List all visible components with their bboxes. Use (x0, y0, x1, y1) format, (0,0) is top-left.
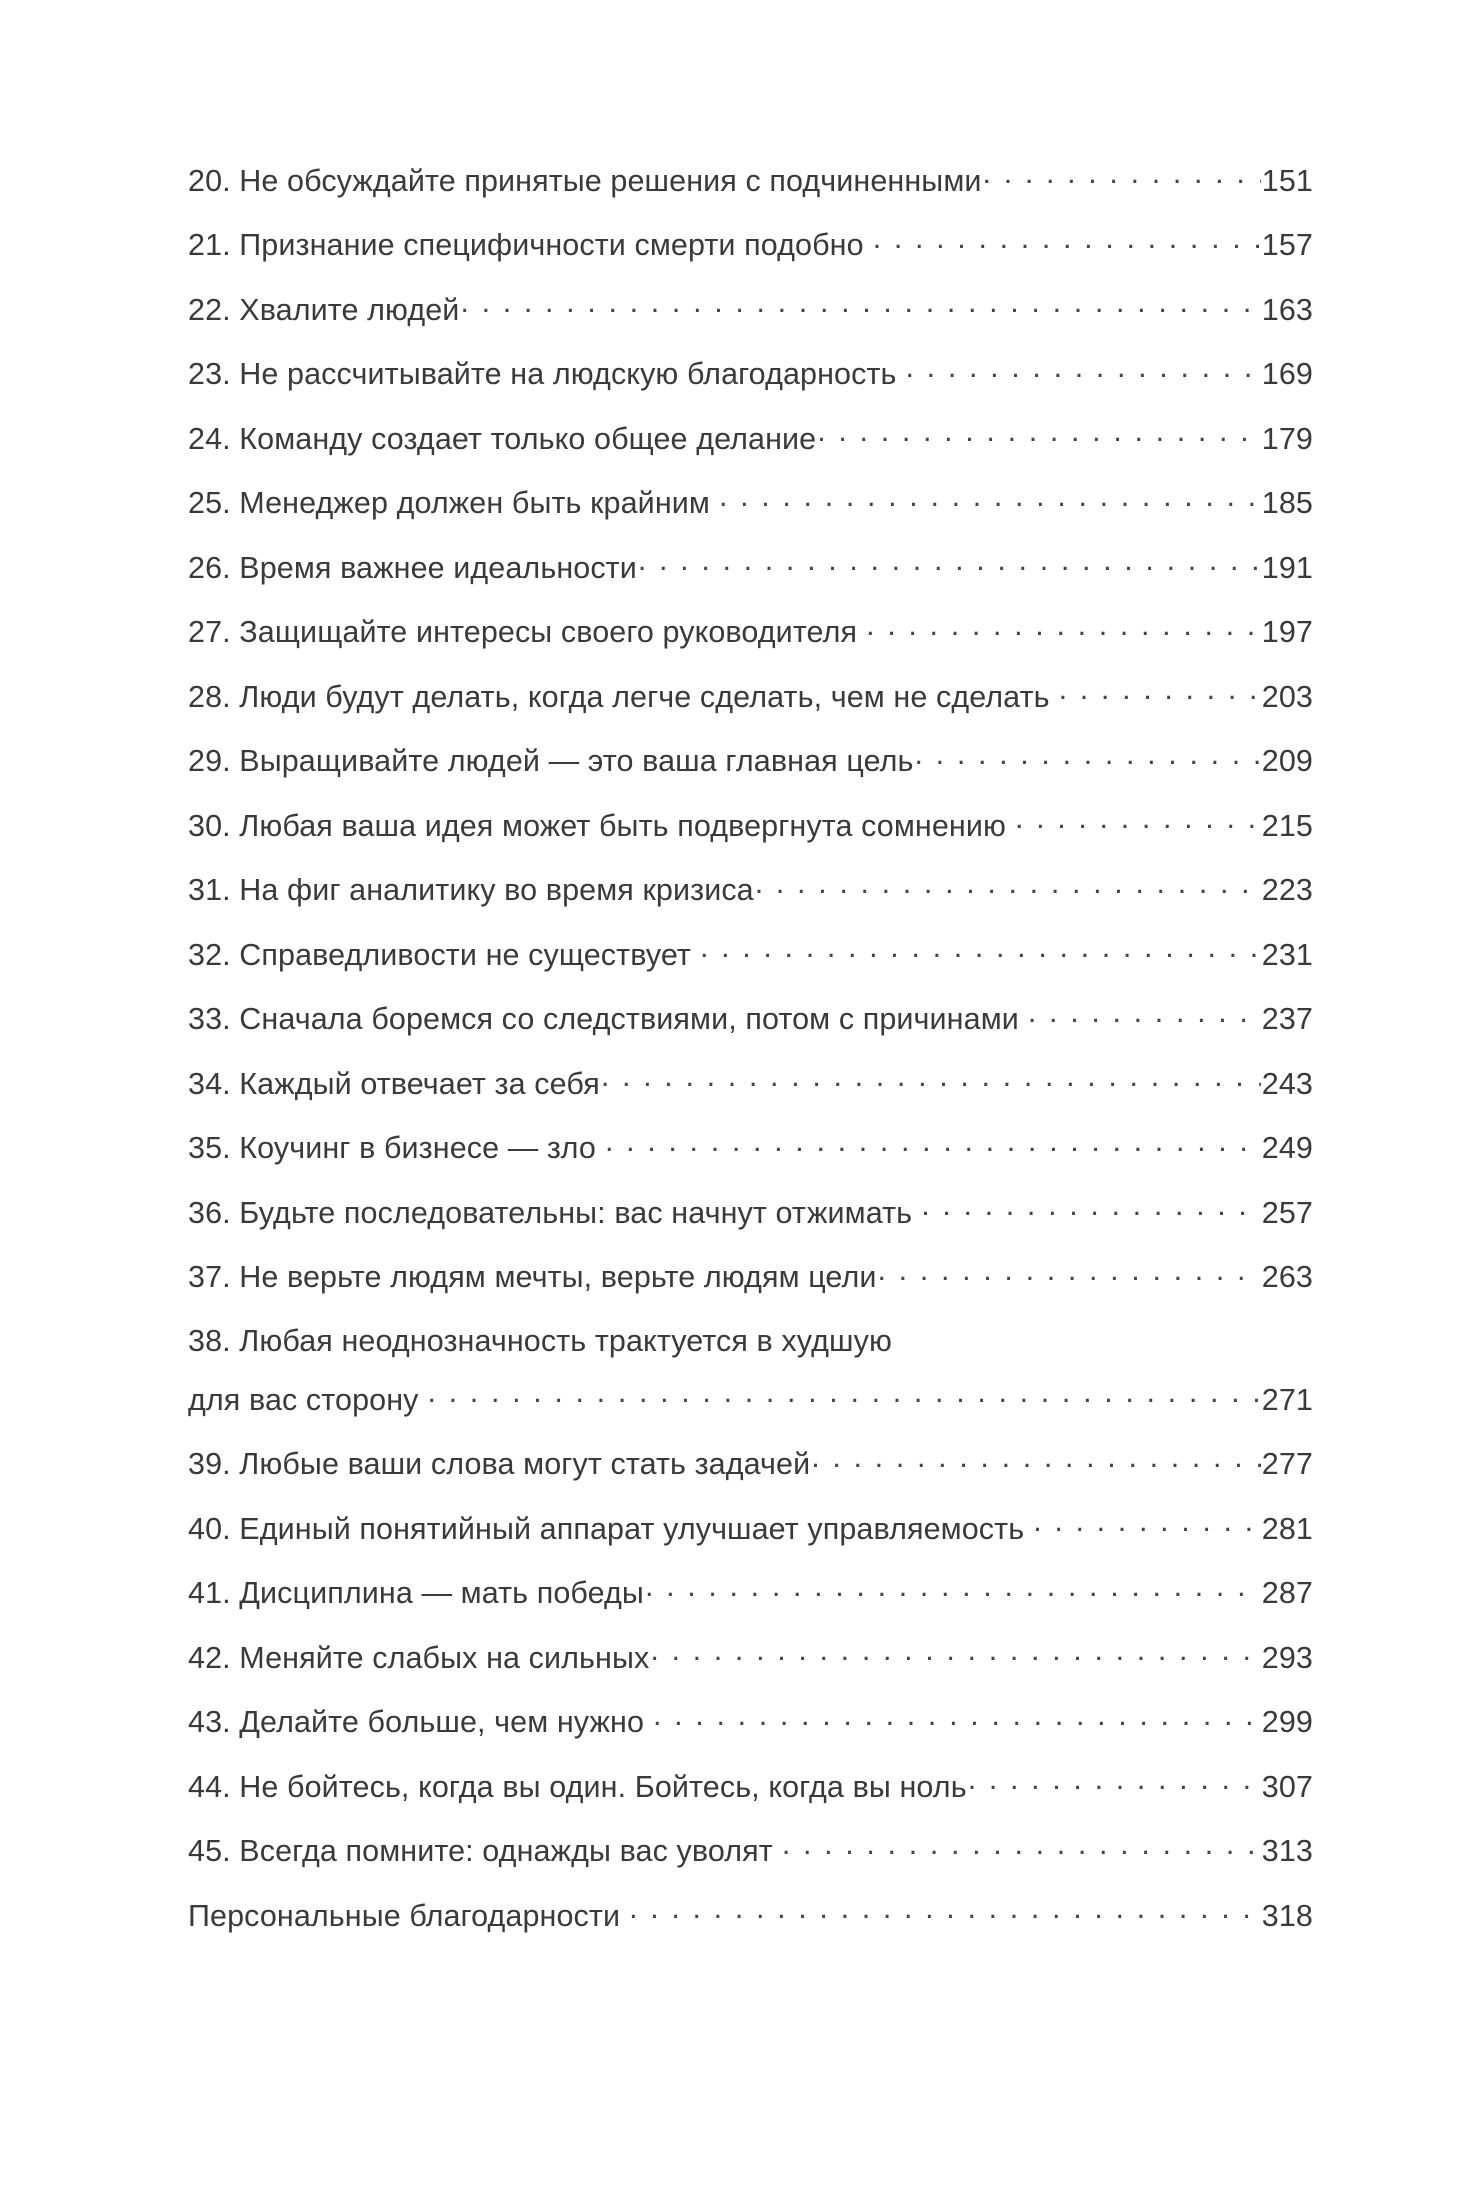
dot-leader (921, 1192, 1261, 1223)
toc-entry[interactable] (188, 1702, 1313, 1743)
toc-entry[interactable] (188, 676, 1313, 717)
toc-entry-row[interactable] (188, 676, 1313, 717)
toc-entry-row[interactable] (188, 1895, 1313, 1936)
dot-leader (983, 160, 1261, 191)
dot-leader (968, 1766, 1261, 1797)
toc-page-number: 231 (1261, 937, 1313, 972)
toc-entry-title: 35. Коучинг в бизнесе — зло (188, 1131, 596, 1165)
toc-page-number: 257 (1261, 1195, 1313, 1230)
toc-entry[interactable] (188, 547, 1313, 588)
toc-entry[interactable] (188, 483, 1313, 524)
toc-entry-row[interactable] (188, 1831, 1313, 1872)
toc-entry[interactable] (188, 1895, 1313, 1936)
toc-page-number: 281 (1261, 1511, 1313, 1546)
dot-leader (428, 1379, 1261, 1410)
dot-leader (638, 547, 1261, 578)
toc-entry[interactable] (188, 160, 1313, 201)
toc-entry[interactable] (188, 1444, 1313, 1485)
toc-page-number: 249 (1261, 1131, 1313, 1165)
toc-entry-row[interactable] (188, 354, 1313, 395)
toc-page-number: 197 (1261, 615, 1313, 649)
dot-leader (653, 1702, 1261, 1733)
toc-entry-row[interactable] (188, 289, 1313, 330)
toc-entry-row[interactable] (188, 741, 1313, 782)
dot-leader (629, 1895, 1261, 1926)
toc-entry-title: 40. Единый понятийный аппарат улучшает управляемость (188, 1511, 1025, 1546)
dot-leader (915, 741, 1261, 772)
toc-page-number: 203 (1261, 679, 1313, 714)
toc-entry-row[interactable] (188, 1573, 1313, 1614)
toc-entry-title: 36. Будьте последовательны: вас начнут отжимать (188, 1195, 913, 1230)
toc-entry-row[interactable] (188, 1257, 1313, 1298)
dot-leader (650, 1637, 1260, 1668)
toc-page-number: 271 (1261, 1382, 1313, 1417)
toc-entry[interactable] (188, 1128, 1313, 1169)
toc-entry-title: 29. Выращивайте людей — это ваша главная цель (188, 744, 914, 778)
toc-entry[interactable] (188, 1192, 1313, 1233)
toc-entry-row[interactable] (188, 418, 1313, 459)
toc-entry-title: 28. Люди будут делать, когда легче сделать, чем не сделать (188, 679, 1050, 714)
toc-entry[interactable] (188, 418, 1313, 459)
toc-page-number: 185 (1261, 486, 1313, 520)
dot-leader (866, 612, 1261, 643)
toc-page-number: 293 (1261, 1640, 1313, 1675)
dot-leader (1028, 999, 1261, 1030)
toc-entry[interactable] (188, 1321, 1313, 1420)
dot-leader (1059, 676, 1261, 707)
toc-entry-title: 26. Время важнее идеальности (188, 550, 637, 585)
dot-leader (1033, 1508, 1261, 1539)
toc-page-number: 179 (1261, 421, 1313, 456)
toc-entry-row[interactable] (188, 1128, 1313, 1169)
toc-entry-row[interactable] (188, 1379, 1313, 1420)
toc-entry[interactable] (188, 1508, 1313, 1549)
toc-entry-row[interactable] (188, 1766, 1313, 1807)
toc-page-number: 169 (1261, 357, 1313, 391)
toc-entry-title: 31. На фиг аналитику во время кризиса (188, 873, 754, 907)
toc-entry-title-line-1: 38. Любая неоднозначность трактуется в худшую (188, 1324, 892, 1358)
toc-entry-row[interactable] (188, 1444, 1313, 1485)
toc-entry-row[interactable] (188, 612, 1313, 653)
toc-entry-title: 45. Всегда помните: однажды вас уволят (188, 1834, 773, 1868)
toc-entry-title: 32. Справедливости не существует (188, 937, 691, 972)
toc-entry-title: 44. Не бойтесь, когда вы один. Бойтесь, когда вы ноль (188, 1769, 967, 1804)
dot-leader (645, 1573, 1261, 1604)
toc-entry[interactable] (188, 805, 1313, 846)
toc-entry-title: Персональные благодарности (188, 1898, 621, 1933)
dot-leader (811, 1444, 1261, 1475)
toc-entry[interactable] (188, 1831, 1313, 1872)
toc-page-number: 313 (1261, 1834, 1313, 1868)
toc-page-number: 151 (1261, 163, 1313, 198)
toc-entry-row[interactable] (188, 160, 1313, 201)
dot-leader (878, 1257, 1261, 1288)
toc-entry-title: 24. Команду создает только общее делание (188, 421, 817, 456)
toc-entry[interactable] (188, 1637, 1313, 1678)
toc-entry[interactable] (188, 612, 1313, 653)
toc-page-number: 318 (1261, 1898, 1313, 1933)
toc-page-number: 157 (1261, 228, 1313, 262)
toc-page-number: 163 (1261, 292, 1313, 327)
toc-page-number: 299 (1261, 1705, 1313, 1739)
dot-leader (605, 1128, 1261, 1159)
toc-entry[interactable] (188, 289, 1313, 330)
dot-leader (906, 354, 1261, 385)
toc-entry-row[interactable] (188, 547, 1313, 588)
toc-entry[interactable] (188, 1063, 1313, 1104)
toc-entry-title: 23. Не рассчитывайте на людскую благодарность (188, 357, 897, 391)
toc-entry[interactable] (188, 999, 1313, 1040)
dot-leader (700, 934, 1261, 965)
toc-page-number: 191 (1261, 550, 1313, 585)
dot-leader (719, 483, 1261, 514)
dot-leader (601, 1063, 1261, 1094)
toc-entry-title: 37. Не верьте людям мечты, верьте людям цели (188, 1260, 877, 1294)
toc-entry-title: 25. Менеджер должен быть крайним (188, 486, 710, 520)
toc-entry-row[interactable] (188, 870, 1313, 911)
toc-entry-title: 39. Любые ваши слова могут стать задачей (188, 1447, 811, 1481)
toc-entry[interactable] (188, 354, 1313, 395)
toc-entry[interactable] (188, 1573, 1313, 1614)
toc-entry-title: 21. Признание специфичности смерти подобно (188, 228, 864, 262)
toc-entry-title: 33. Сначала боремся со следствиями, потом с причинами (188, 1002, 1019, 1036)
dot-leader (1015, 805, 1261, 836)
toc-page-number: 277 (1261, 1447, 1313, 1481)
dot-leader (782, 1831, 1261, 1862)
toc-entry[interactable] (188, 741, 1313, 782)
toc-page-number: 307 (1261, 1769, 1313, 1804)
toc-entry-title: 43. Делайте больше, чем нужно (188, 1705, 645, 1739)
toc-entry[interactable] (188, 1766, 1313, 1807)
dot-leader (873, 225, 1261, 256)
dot-leader (460, 289, 1260, 320)
toc-entry-row[interactable] (188, 225, 1313, 266)
toc-page-number: 263 (1261, 1260, 1313, 1294)
toc-entry-row[interactable] (188, 934, 1313, 975)
toc-entry[interactable] (188, 1257, 1313, 1298)
toc-page-number: 287 (1261, 1576, 1313, 1610)
toc-entry-title-line-2: для вас сторону (188, 1382, 419, 1417)
toc-entry-row[interactable] (188, 805, 1313, 846)
toc-entry[interactable] (188, 225, 1313, 266)
toc-entry-row[interactable] (188, 1192, 1313, 1233)
toc-entry-title: 34. Каждый отвечает за себя (188, 1066, 600, 1101)
toc-page-number: 243 (1261, 1066, 1313, 1101)
toc-entry-title: 42. Меняйте слабых на сильных (188, 1640, 650, 1675)
toc-entry-title: 30. Любая ваша идея может быть подвергнута сомнению (188, 808, 1006, 843)
toc-entry[interactable] (188, 870, 1313, 911)
toc-entry-title: 20. Не обсуждайте принятые решения с подчиненными (188, 163, 982, 198)
dot-leader (817, 418, 1261, 449)
toc-page-number: 209 (1261, 744, 1313, 778)
toc-page-number: 237 (1261, 1002, 1313, 1036)
table-of-contents (188, 160, 1313, 1960)
toc-entry-row[interactable] (188, 1637, 1313, 1678)
toc-entry[interactable] (188, 934, 1313, 975)
toc-entry-title: 27. Защищайте интересы своего руководителя (188, 615, 858, 649)
toc-entry-row[interactable] (188, 483, 1313, 524)
toc-entry-row[interactable] (188, 1063, 1313, 1104)
toc-page-number: 223 (1261, 873, 1313, 907)
toc-entry-row[interactable] (188, 1508, 1313, 1549)
toc-entry-row[interactable] (188, 999, 1313, 1040)
toc-entry-title: 22. Хвалите людей (188, 292, 460, 327)
toc-page-number: 215 (1261, 808, 1313, 843)
toc-entry-row[interactable] (188, 1702, 1313, 1743)
toc-entry-title: 41. Дисциплина — мать победы (188, 1576, 644, 1610)
dot-leader (755, 870, 1261, 901)
